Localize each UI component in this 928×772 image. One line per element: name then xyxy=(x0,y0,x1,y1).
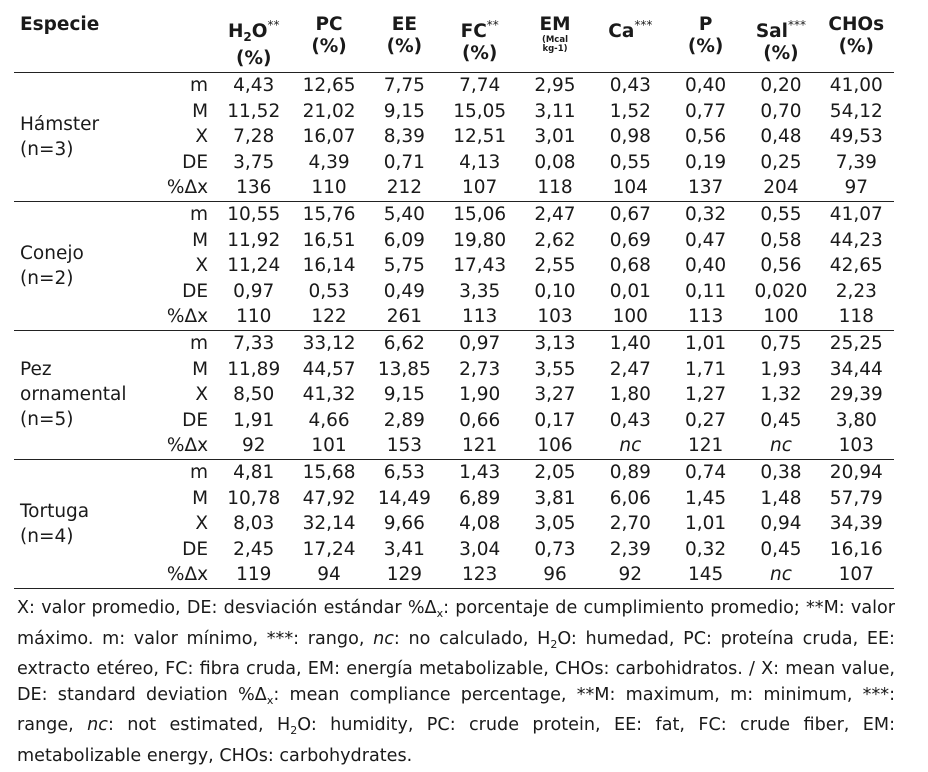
cell-fc: 4,13 xyxy=(459,151,501,173)
cell-p: 1,27 xyxy=(685,384,727,406)
cell-sal: 0,70 xyxy=(760,100,802,122)
cell-pc: 41,32 xyxy=(302,384,356,406)
cell-ca: 2,39 xyxy=(609,538,651,560)
cell-em: 96 xyxy=(543,564,567,586)
table-row xyxy=(14,73,894,99)
cell-ee: 0,49 xyxy=(383,280,425,302)
cell-ca: 0,89 xyxy=(609,461,651,483)
stat-label: DE xyxy=(182,409,209,431)
cell-ee: 6,09 xyxy=(383,229,425,251)
col-header-sal: Sal*** (%) xyxy=(755,18,806,64)
cell-em: 2,05 xyxy=(534,461,576,483)
cell-ee: 6,53 xyxy=(383,461,425,483)
cell-pc: 4,66 xyxy=(308,409,350,431)
cell-pc: 21,02 xyxy=(302,100,356,122)
stat-label: m xyxy=(190,461,209,483)
cell-h2o: 110 xyxy=(236,306,272,328)
cell-h2o: 11,89 xyxy=(227,358,281,380)
cell-fc: 107 xyxy=(462,177,498,199)
table-row xyxy=(14,201,894,227)
cell-chos: 41,07 xyxy=(829,203,883,225)
stat-label: DE xyxy=(182,538,209,560)
cell-p: 0,47 xyxy=(685,229,727,251)
cell-ca: 2,47 xyxy=(609,358,651,380)
stat-label: %Δx xyxy=(166,564,209,586)
stat-label: X xyxy=(195,384,209,406)
col-header-fc: FC** (%) xyxy=(460,18,499,64)
cell-fc: 3,04 xyxy=(459,538,501,560)
species-name-line: Pez xyxy=(20,359,52,381)
cell-sal: 0,55 xyxy=(760,203,802,225)
cell-h2o: 3,75 xyxy=(233,151,275,173)
cell-h2o: 7,28 xyxy=(233,126,275,148)
cell-h2o: 0,97 xyxy=(233,280,275,302)
cell-em: 106 xyxy=(537,435,573,457)
cell-pc: 16,07 xyxy=(302,126,356,148)
cell-chos: 107 xyxy=(838,564,874,586)
cell-ca: 2,70 xyxy=(609,513,651,535)
cell-ee: 13,85 xyxy=(377,358,431,380)
cell-pc: 12,65 xyxy=(302,75,356,96)
nutrition-table xyxy=(14,10,894,589)
cell-pc: 16,51 xyxy=(302,229,356,251)
cell-ee: 5,75 xyxy=(383,255,425,277)
cell-p: 1,45 xyxy=(685,487,727,509)
cell-pc: 44,57 xyxy=(302,358,356,380)
cell-p: 1,71 xyxy=(685,358,727,380)
cell-h2o: 8,50 xyxy=(233,384,275,406)
cell-chos: 34,44 xyxy=(829,358,883,380)
cell-ee: 9,66 xyxy=(383,513,425,535)
cell-ee: 5,40 xyxy=(383,203,425,225)
cell-h2o: 4,43 xyxy=(233,75,275,96)
species-name xyxy=(14,73,154,202)
cell-fc: 15,05 xyxy=(453,100,507,122)
cell-chos: 97 xyxy=(844,177,869,199)
cell-h2o: 92 xyxy=(241,435,266,457)
cell-p: 145 xyxy=(687,564,724,586)
table-footnote: X: valor promedio, DE: desviación estándar $\%\Delta_x$: porcentaje de cumplimiento promedio; **M: valor máximo. m: valor mínimo, ***: rango, nc: no calculado, $H_2O$: humedad, PC: proteína cruda, EE: extracto etéreo, FC: fibra cruda, EM: energía metabolizable, CHOs: carbohidratos. / X: mean value, DE: standard deviation $\%\Delta_x$: mean compliance percentage, **M: maximum, m: minimum, ***: range, nc: not estimated, $H_2O$: humidity, PC: crude protein, EE: fat, FC: crude fiber, EM: metabolizable energy, CHOs: carbohydrates. xyxy=(17,598,895,766)
cell-sal: 0,94 xyxy=(760,513,802,535)
cell-em: 0,73 xyxy=(534,538,576,560)
stat-label: X xyxy=(195,513,209,535)
cell-ee: 2,89 xyxy=(383,409,425,431)
cell-fc: 1,43 xyxy=(459,461,501,483)
cell-fc: 0,97 xyxy=(459,332,501,354)
species-name xyxy=(14,201,154,330)
cell-h2o: 136 xyxy=(236,177,272,199)
stat-label: M xyxy=(192,358,209,380)
cell-ee: 7,75 xyxy=(383,75,425,96)
col-header-chos: CHOs (%) xyxy=(828,14,885,57)
species-name-line: (n=4) xyxy=(20,525,74,547)
cell-ee: 14,49 xyxy=(377,487,431,509)
cell-chos: 34,39 xyxy=(829,513,883,535)
cell-em: 3,55 xyxy=(534,358,576,380)
col-header-ca: Ca*** xyxy=(608,18,653,42)
cell-fc: 19,80 xyxy=(453,229,507,251)
cell-p: 0,11 xyxy=(685,280,727,302)
species-group xyxy=(14,330,894,459)
species-name-line: Conejo xyxy=(20,242,84,264)
cell-em: 2,55 xyxy=(534,255,576,277)
species-name xyxy=(14,330,154,459)
cell-p: 1,01 xyxy=(685,332,727,354)
cell-p: 0,56 xyxy=(685,126,727,148)
stat-label: X xyxy=(195,126,209,148)
stat-label: %Δx xyxy=(166,435,209,457)
cell-h2o: 7,33 xyxy=(233,332,275,354)
cell-fc: 2,73 xyxy=(459,358,501,380)
cell-ca: nc xyxy=(619,435,642,457)
cell-fc: 1,90 xyxy=(459,384,501,406)
stat-label: DE xyxy=(182,151,209,173)
cell-pc: 15,68 xyxy=(302,461,356,483)
cell-sal: 0,48 xyxy=(760,126,802,148)
stat-label: m xyxy=(190,203,209,225)
cell-chos: 118 xyxy=(838,306,874,328)
cell-ca: 104 xyxy=(612,177,648,199)
cell-pc: 33,12 xyxy=(302,332,356,354)
cell-fc: 15,06 xyxy=(453,203,507,225)
cell-sal: nc xyxy=(769,435,792,457)
cell-ca: 0,55 xyxy=(609,151,651,173)
cell-fc: 7,74 xyxy=(459,75,501,96)
cell-ee: 9,15 xyxy=(383,100,425,122)
cell-pc: 4,39 xyxy=(308,151,350,173)
cell-chos: 20,94 xyxy=(829,461,883,483)
stat-label: m xyxy=(190,75,209,96)
stat-label: X xyxy=(195,255,209,277)
cell-chos: 7,39 xyxy=(835,151,877,173)
cell-chos: 29,39 xyxy=(829,384,883,406)
cell-em: 0,17 xyxy=(534,409,576,431)
cell-chos: 41,00 xyxy=(829,75,883,96)
cell-chos: 103 xyxy=(838,435,874,457)
cell-ca: 0,98 xyxy=(609,126,651,148)
cell-sal: 204 xyxy=(763,177,799,199)
cell-ca: 0,43 xyxy=(609,75,651,96)
table-row xyxy=(14,330,894,356)
cell-h2o: 8,03 xyxy=(233,513,275,535)
cell-fc: 3,35 xyxy=(459,280,501,302)
cell-h2o: 11,92 xyxy=(227,229,281,251)
cell-chos: 16,16 xyxy=(829,538,883,560)
species-name xyxy=(14,459,154,588)
cell-fc: 6,89 xyxy=(459,487,501,509)
cell-fc: 123 xyxy=(462,564,498,586)
cell-ca: 0,67 xyxy=(609,203,651,225)
cell-chos: 2,23 xyxy=(835,280,877,302)
cell-pc: 17,24 xyxy=(302,538,356,560)
cell-p: 0,32 xyxy=(685,538,727,560)
cell-ca: 0,69 xyxy=(609,229,651,251)
cell-h2o: 10,78 xyxy=(227,487,281,509)
cell-em: 103 xyxy=(537,306,573,328)
cell-pc: 0,53 xyxy=(308,280,350,302)
cell-ca: 1,80 xyxy=(609,384,651,406)
species-name-line: (n=3) xyxy=(20,138,74,160)
col-header-em: EM (Mcal kg-1) xyxy=(539,14,571,54)
cell-sal: 1,93 xyxy=(760,358,802,380)
species-header: Especie xyxy=(20,14,100,35)
cell-em: 3,27 xyxy=(534,384,576,406)
cell-p: 0,77 xyxy=(685,100,727,122)
species-name-line: Tortuga xyxy=(20,500,90,522)
cell-p: 1,01 xyxy=(685,513,727,535)
nutrition-table-container xyxy=(14,10,894,589)
stat-label: %Δx xyxy=(166,306,209,328)
table-header xyxy=(14,10,894,73)
cell-ee: 0,71 xyxy=(383,151,425,173)
cell-h2o: 119 xyxy=(236,564,272,586)
cell-em: 0,10 xyxy=(534,280,576,302)
cell-p: 0,40 xyxy=(685,255,727,277)
cell-p: 121 xyxy=(687,435,724,457)
cell-p: 0,32 xyxy=(685,203,727,225)
cell-pc: 110 xyxy=(311,177,347,199)
cell-h2o: 11,52 xyxy=(227,100,281,122)
cell-sal: 0,75 xyxy=(760,332,802,354)
cell-em: 118 xyxy=(537,177,573,199)
cell-ee: 3,41 xyxy=(383,538,425,560)
cell-chos: 42,65 xyxy=(829,255,883,277)
cell-pc: 15,76 xyxy=(302,203,356,225)
header-row xyxy=(14,10,894,73)
cell-em: 3,81 xyxy=(534,487,576,509)
cell-ca: 100 xyxy=(612,306,648,328)
cell-em: 3,13 xyxy=(534,332,576,354)
col-header-pc: PC (%) xyxy=(311,14,347,57)
table-row xyxy=(14,459,894,485)
cell-sal: 0,20 xyxy=(760,75,802,96)
cell-em: 3,05 xyxy=(534,513,576,535)
cell-p: 137 xyxy=(687,177,724,199)
cell-ca: 0,68 xyxy=(609,255,651,277)
stat-label: M xyxy=(192,487,209,509)
cell-chos: 57,79 xyxy=(829,487,883,509)
col-header-h2o: $H_2O^{**}$ (%) xyxy=(227,18,280,69)
stat-label: M xyxy=(192,229,209,251)
cell-h2o: 1,91 xyxy=(233,409,275,431)
cell-sal: 0,58 xyxy=(760,229,802,251)
species-group xyxy=(14,73,894,202)
stat-label: DE xyxy=(182,280,209,302)
cell-chos: 3,80 xyxy=(835,409,877,431)
cell-chos: 44,23 xyxy=(829,229,883,251)
cell-ca: 0,01 xyxy=(609,280,651,302)
cell-fc: 4,08 xyxy=(459,513,501,535)
cell-em: 2,95 xyxy=(534,75,576,96)
cell-p: 0,27 xyxy=(685,409,727,431)
cell-fc: 121 xyxy=(462,435,498,457)
cell-chos: 54,12 xyxy=(829,100,883,122)
cell-ca: 92 xyxy=(618,564,643,586)
stat-label: M xyxy=(192,100,209,122)
cell-sal: 0,020 xyxy=(754,280,808,302)
cell-h2o: 2,45 xyxy=(233,538,275,560)
cell-pc: 32,14 xyxy=(302,513,356,535)
cell-p: 0,74 xyxy=(685,461,727,483)
cell-pc: 122 xyxy=(311,306,347,328)
cell-sal: nc xyxy=(769,564,792,586)
cell-sal: 0,45 xyxy=(760,538,802,560)
cell-ca: 0,43 xyxy=(609,409,651,431)
cell-em: 0,08 xyxy=(534,151,576,173)
cell-fc: 12,51 xyxy=(453,126,507,148)
cell-sal: 0,25 xyxy=(760,151,802,173)
cell-ca: 1,52 xyxy=(609,100,651,122)
cell-em: 3,01 xyxy=(534,126,576,148)
stat-label: m xyxy=(190,332,209,354)
cell-chos: 25,25 xyxy=(829,332,883,354)
cell-sal: 1,48 xyxy=(760,487,802,509)
cell-sal: 0,38 xyxy=(760,461,802,483)
cell-ee: 129 xyxy=(386,564,423,586)
cell-fc: 0,66 xyxy=(459,409,501,431)
cell-sal: 1,32 xyxy=(760,384,802,406)
species-group xyxy=(14,201,894,330)
cell-fc: 17,43 xyxy=(453,255,507,277)
cell-pc: 101 xyxy=(311,435,347,457)
cell-p: 0,19 xyxy=(685,151,727,173)
cell-pc: 94 xyxy=(317,564,341,586)
cell-ca: 6,06 xyxy=(609,487,651,509)
cell-sal: 0,56 xyxy=(760,255,802,277)
cell-sal: 100 xyxy=(763,306,799,328)
cell-em: 3,11 xyxy=(534,100,576,122)
species-group xyxy=(14,459,894,588)
cell-sal: 0,45 xyxy=(760,409,802,431)
species-name-line: ornamental xyxy=(20,384,127,406)
cell-p: 0,40 xyxy=(685,75,727,96)
species-name-line: Hámster xyxy=(20,113,100,135)
cell-pc: 47,92 xyxy=(302,487,356,509)
species-name-line: (n=2) xyxy=(20,267,74,289)
cell-h2o: 11,24 xyxy=(227,255,281,277)
cell-h2o: 10,55 xyxy=(227,203,281,225)
col-header-ee: EE (%) xyxy=(386,14,423,57)
cell-ee: 261 xyxy=(386,306,423,328)
cell-ca: 1,40 xyxy=(609,332,651,354)
cell-p: 113 xyxy=(687,306,724,328)
cell-ee: 6,62 xyxy=(383,332,425,354)
cell-ee: 9,15 xyxy=(383,384,425,406)
cell-em: 2,62 xyxy=(534,229,576,251)
col-header-p: P (%) xyxy=(687,14,724,57)
cell-em: 2,47 xyxy=(534,203,576,225)
stat-label: %Δx xyxy=(166,177,209,199)
cell-h2o: 4,81 xyxy=(233,461,275,483)
cell-fc: 113 xyxy=(462,306,498,328)
species-name-line: (n=5) xyxy=(20,409,74,431)
cell-pc: 16,14 xyxy=(302,255,356,277)
cell-ee: 153 xyxy=(386,435,423,457)
cell-ee: 212 xyxy=(386,177,423,199)
cell-ee: 8,39 xyxy=(383,126,425,148)
cell-chos: 49,53 xyxy=(829,126,883,148)
